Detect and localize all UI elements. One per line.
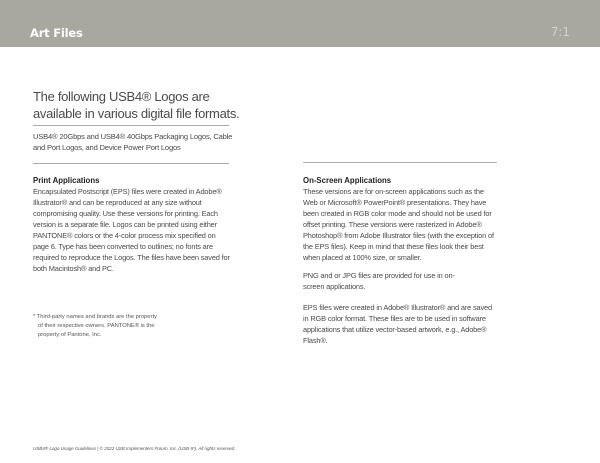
divider-top-left: [33, 125, 229, 126]
footnote-line-3: property of Pantone, Inc.: [38, 332, 102, 338]
eps-note: EPS files were created in Adobe® Illustrator® and are saved in RGB color format. These files are to be used in software applications that utilize vector-based artwork, e.g., Adobe® Flash®.: [303, 303, 492, 345]
intro-heading: The following USB4® Logos are available in various digital file formats.: [33, 89, 240, 121]
png-note: PNG and or JPG files are provided for use in on-screen applications.: [303, 271, 455, 291]
on-screen-applications-body: These versions are for on-screen applications such as the Web or Microsoft® PowerPoint® presentations. They have been created in RGB color mode and should not be used for offset printing. These versions were rasterized in Adobe® Photoshop® from Adobe Illustrator files (with the exception of the EPS files). Keep in mind that these files look their best when placed at 100% size, or smaller.: [303, 187, 494, 262]
footnote: [33, 313, 183, 340]
footnote-line-2: of their respective owners. PANTONE® is the: [38, 323, 155, 329]
intro-subtitle: USB4® 20Gbps and USB4® 40Gbps Packaging Logos, Cable and Port Logos, and Device Power Port Logos: [33, 132, 233, 152]
section-title: Art Files: [30, 26, 83, 40]
page-header: [0, 0, 600, 47]
divider-right: [303, 162, 497, 163]
print-applications-title: Print Applications: [33, 176, 100, 185]
divider-bottom-left: [33, 163, 229, 164]
page-number: 7:1: [550, 25, 570, 39]
page-footer: USB4® Logo Usage Guidelines | © 2022 USB Implementers Forum, Inc. (USB-IF). All rights reserved.: [33, 446, 236, 451]
footnote-line-1: * Third-party names and brands are the property: [33, 314, 157, 320]
on-screen-applications-title: On-Screen Applications: [303, 176, 392, 185]
print-applications-body: Encapsulated Postscript (EPS) files were created in Adobe® Illustrator® and can be reproduced at any size without compromising quality. Use these versions for printing. Each version is a separate file. Logos can be printed using either PANTONE® colors or the 4-color process mix specified on page 6. Type has been converted to outlines; no fonts are required to reproduce the Logos. The files have been saved for both Macintosh® and PC.: [33, 187, 230, 273]
